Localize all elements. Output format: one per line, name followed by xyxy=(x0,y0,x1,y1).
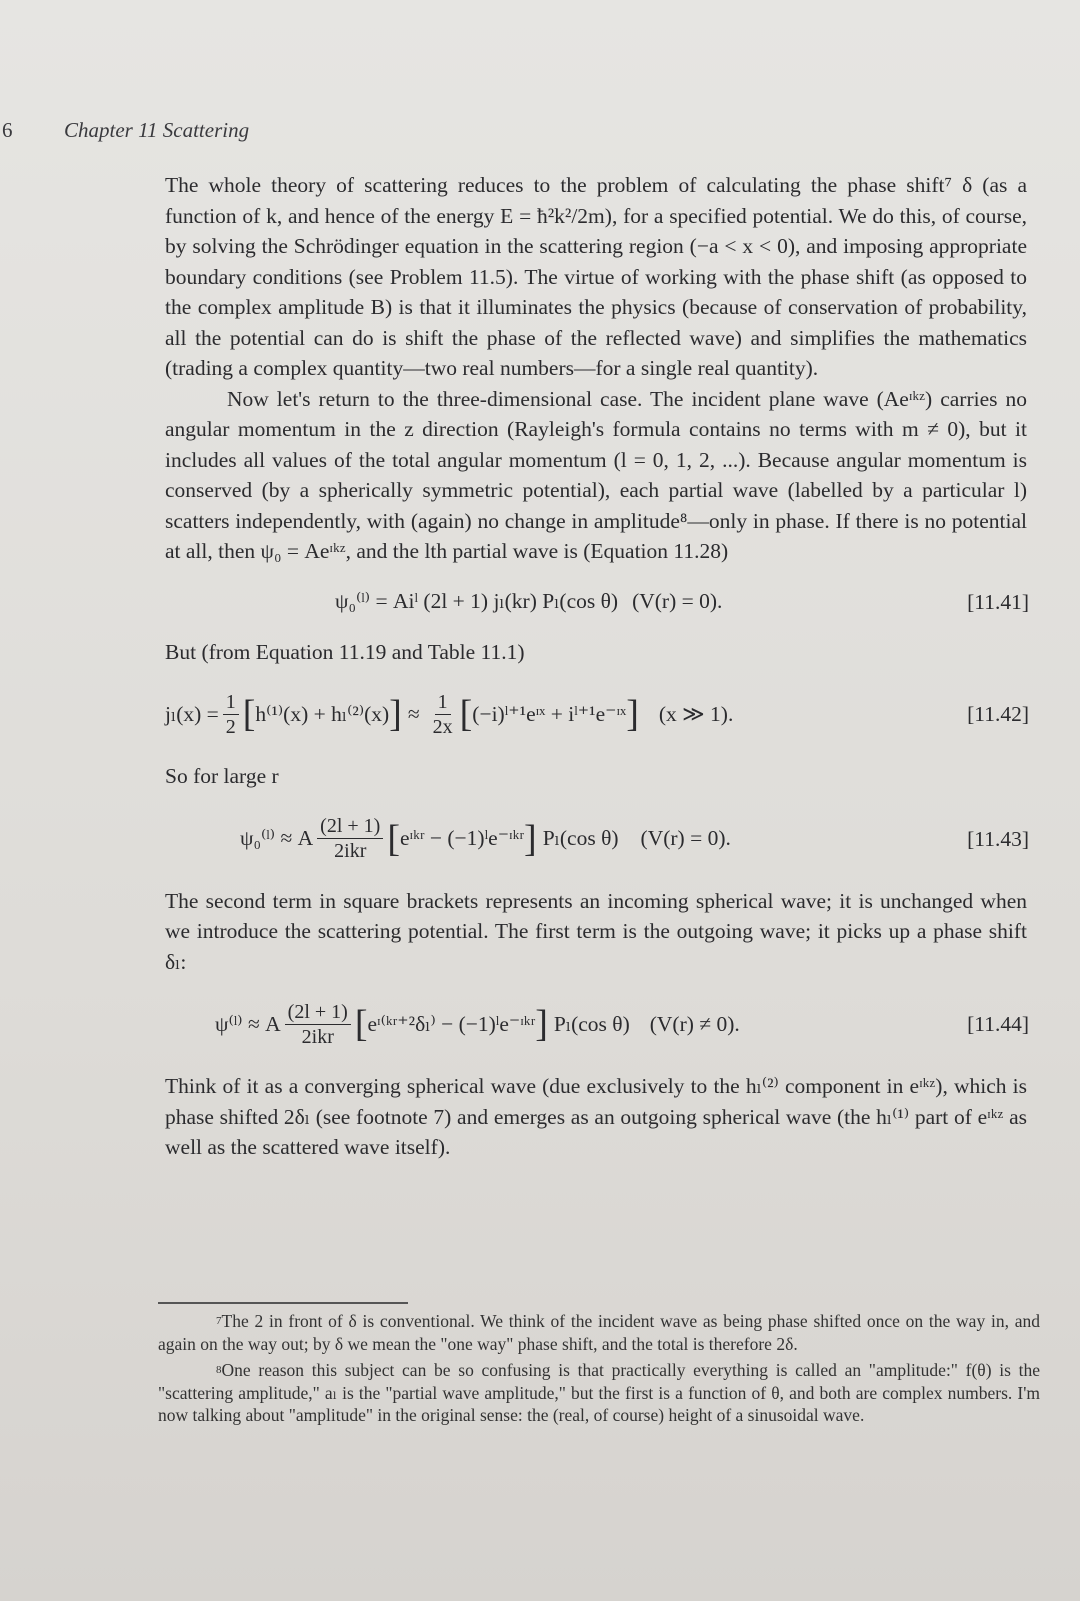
equation-11-42 xyxy=(165,675,1027,753)
eq42-condition: (x ≫ 1). xyxy=(658,701,734,726)
eq42-approx: ≈ xyxy=(407,701,420,726)
paragraph-converging-wave: Think of it as a converging spherical wave (due exclusively to the hₗ⁽²⁾ component in eᶦᵏᶻ), which is phase shifted 2δₗ (see footnote 7) and emerges as an outgoing spherical wave (the hₗ⁽¹⁾ part of eᶦᵏᶻ as well as the scattered wave itself). xyxy=(165,1074,1027,1159)
eq42-right-bracket-2: ] xyxy=(626,693,639,735)
eq42-right-bracket: ] xyxy=(389,693,402,735)
running-head: Chapter 11 Scattering xyxy=(64,118,250,142)
eq44-numerator: (2l + 1) xyxy=(285,1000,351,1025)
footnote-8-mark: 8 xyxy=(216,1364,222,1376)
equation-11-41 xyxy=(165,575,1027,629)
equation-11-44 xyxy=(165,985,1027,1063)
footnote-7 xyxy=(158,1310,1040,1355)
eq41-condition: (V(r) = 0). xyxy=(632,589,723,614)
eq44-legendre: Pₗ(cos θ) xyxy=(553,1011,630,1036)
footnote-rule xyxy=(158,1302,408,1304)
paragraph-second-term: The second term in square brackets represents an incoming spherical wave; it is unchanged when we introduce the scattering potential. The first term is the outgoing wave; it picks up a phase shift δₗ: xyxy=(165,888,1027,974)
eq43-lhs: ψ₀⁽ˡ⁾ ≈ A xyxy=(240,826,314,851)
eq42-fraction-half xyxy=(223,690,239,739)
equation-11-43 xyxy=(165,800,1027,878)
eq42-number: [11.42] xyxy=(967,701,1029,726)
eq42-left-bracket-2: [ xyxy=(459,693,473,735)
footnote-7-mark: 7 xyxy=(216,1315,222,1327)
eq44-left-bracket: [ xyxy=(354,1003,368,1045)
eq42-bracket2: (−i)ˡ⁺¹eᶦˣ + iˡ⁺¹e⁻ᶦˣ xyxy=(472,701,627,726)
eq42-frac1-numerator: 1 xyxy=(223,690,239,715)
eq42-bracket1: h⁽¹⁾(x) + hₗ⁽²⁾(x) xyxy=(255,701,390,726)
eq42-frac2-numerator: 1 xyxy=(435,690,451,715)
page-number: 6 xyxy=(2,118,13,142)
paragraph-so-for-large-r: So for large r xyxy=(165,764,279,788)
eq41-expression: ψ₀⁽ˡ⁾ = Aiˡ (2l + 1) jₗ(kr) Pₗ(cos θ) xyxy=(335,589,619,614)
footnote-8-text: One reason this subject can be so confusing is that practically everything is called an "amplitude:" f(θ) is the "scattering amplitude," aₗ is the "partial wave amplitude," but the first is a function of θ, and both are complex numbers. I'm now talking about "amplitude" in the original sense: the (real, of course) height of a sinusoidal wave. xyxy=(158,1360,1040,1425)
eq43-condition: (V(r) = 0). xyxy=(640,826,731,851)
eq43-right-bracket: ] xyxy=(524,817,537,860)
paragraph-phase-shift: The whole theory of scattering reduces to the problem of calculating the phase shift⁷ δ (as a function of k, and hence of the energy E = ħ²k²/2m), for a specified potential. We do this, of course, by solving the Schrödinger equation in the scattering region (−a < x < 0), and imposing appropriate boundary conditions (see Problem 11.5). The virtue of working with the phase shift (as opposed to the complex amplitude B) is that it illuminates the physics (because of conservation of probability, all the potential can do is shift the phase of the reflected wave) and simplifies the mathematics (trading a complex quantity—two real numbers—for a single real quantity). xyxy=(165,173,1027,380)
eq44-lhs: ψ⁽ˡ⁾ ≈ A xyxy=(215,1011,281,1036)
eq44-fraction xyxy=(285,1000,351,1049)
eq43-fraction xyxy=(317,814,383,863)
eq43-bracket: eᶦᵏʳ − (−1)ˡe⁻ᶦᵏʳ xyxy=(399,826,525,851)
paragraph-three-dimensional: Now let's return to the three-dimensional case. The incident plane wave (Aeᶦᵏᶻ) carries no angular momentum in the z direction (Rayleigh's formula contains no terms with m ≠ 0), but it includes all values of the total angular momentum (l = 0, 1, 2, ...). Because angular momentum is conserved (by a spherically symmetric potential), each partial wave (labelled by a particular l) scatters independently, with (again) no change in amplitude⁸—only in phase. If there is no potential at all, then ψ₀ = Aeᶦᵏᶻ, and the lth partial wave is (Equation 11.28) xyxy=(165,386,1027,563)
eq44-bracket: eᶦ⁽ᵏʳ⁺²δₗ⁾ − (−1)ˡe⁻ᶦᵏʳ xyxy=(367,1011,536,1036)
page-header xyxy=(0,118,1080,150)
eq41-number: [11.41] xyxy=(967,589,1029,614)
eq43-numerator: (2l + 1) xyxy=(317,814,383,839)
eq44-right-bracket: ] xyxy=(535,1003,548,1045)
eq43-legendre: Pₗ(cos θ) xyxy=(542,826,619,851)
paragraph-but-from: But (from Equation 11.19 and Table 11.1) xyxy=(165,639,525,664)
footnote-8 xyxy=(158,1359,1040,1427)
eq44-denominator: 2ikr xyxy=(301,1025,334,1048)
eq43-denominator: 2ikr xyxy=(334,840,367,862)
eq42-frac2-denominator: 2x xyxy=(432,715,453,738)
eq44-condition: (V(r) ≠ 0). xyxy=(649,1011,740,1036)
eq42-frac1-denominator: 2 xyxy=(225,715,236,738)
eq44-number: [11.44] xyxy=(967,1011,1029,1036)
main-text xyxy=(165,170,1027,1163)
eq43-left-bracket: [ xyxy=(387,817,400,860)
footnote-7-text: The 2 in front of δ is conventional. We think of the incident wave as being phase shifted once on the way in, and again on the way out; by δ we mean the "one way" phase shift, and the total is therefore 2δ. xyxy=(158,1311,1040,1354)
footnotes xyxy=(158,1310,1040,1431)
eq42-fraction-1-over-2x xyxy=(430,690,456,739)
eq43-number: [11.43] xyxy=(967,826,1029,851)
eq42-lhs: jₗ(x) = xyxy=(165,701,219,726)
eq42-left-bracket: [ xyxy=(242,693,256,735)
